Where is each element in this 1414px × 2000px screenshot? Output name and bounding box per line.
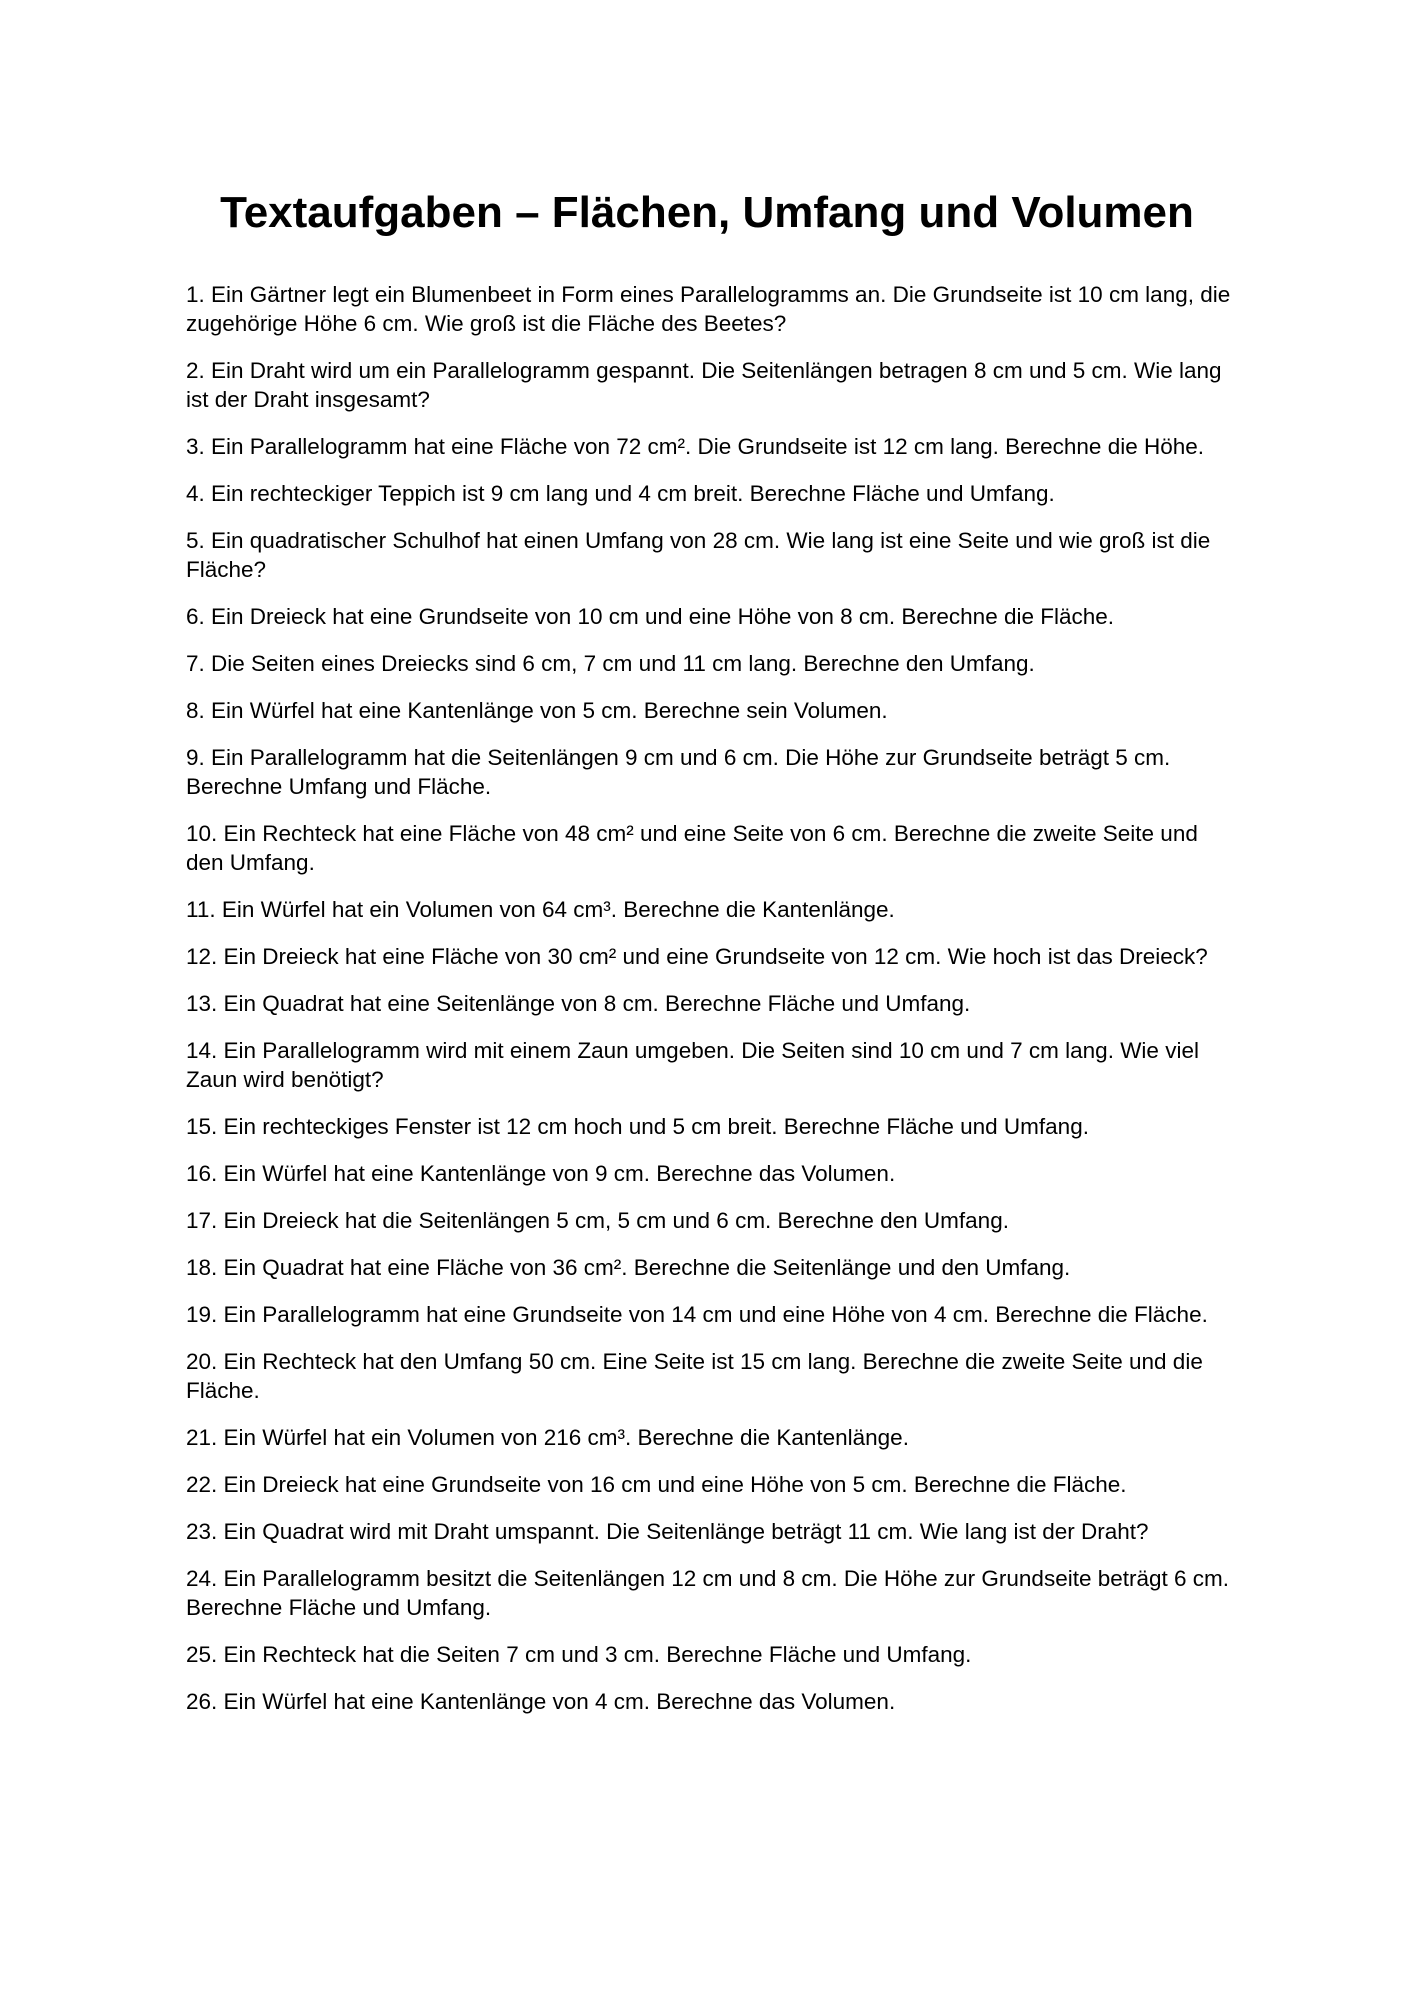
task-item: 7. Die Seiten eines Dreiecks sind 6 cm, 7 cm und 11 cm lang. Berechne den Umfang. [186, 651, 1035, 676]
task-item: 4. Ein rechteckiger Teppich ist 9 cm lang und 4 cm breit. Berechne Fläche und Umfang. [186, 481, 1055, 506]
task-item: 18. Ein Quadrat hat eine Fläche von 36 cm². Berechne die Seitenlänge und den Umfang. [186, 1255, 1071, 1280]
task-list [186, 280, 1236, 1734]
task-item: 2. Ein Draht wird um ein Parallelogramm gespannt. Die Seitenlängen betragen 8 cm und 5 cm. Wie lang ist der Draht insgesamt? [186, 358, 1222, 412]
task-item: 22. Ein Dreieck hat eine Grundseite von 16 cm und eine Höhe von 5 cm. Berechne die Fläche. [186, 1472, 1127, 1497]
task-item: 21. Ein Würfel hat ein Volumen von 216 cm³. Berechne die Kantenlänge. [186, 1425, 909, 1450]
task-item: 17. Ein Dreieck hat die Seitenlängen 5 cm, 5 cm und 6 cm. Berechne den Umfang. [186, 1208, 1009, 1233]
task-item: 11. Ein Würfel hat ein Volumen von 64 cm³. Berechne die Kantenlänge. [186, 897, 895, 922]
task-item: 12. Ein Dreieck hat eine Fläche von 30 cm² und eine Grundseite von 12 cm. Wie hoch ist das Dreieck? [186, 944, 1208, 969]
task-item: 19. Ein Parallelogramm hat eine Grundseite von 14 cm und eine Höhe von 4 cm. Berechne die Fläche. [186, 1302, 1208, 1327]
task-item: 26. Ein Würfel hat eine Kantenlänge von 4 cm. Berechne das Volumen. [186, 1689, 896, 1714]
task-item: 1. Ein Gärtner legt ein Blumenbeet in Form eines Parallelogramms an. Die Grundseite ist 10 cm lang, die zugehörige Höhe 6 cm. Wie groß ist die Fläche des Beetes? [186, 282, 1231, 336]
task-item: 5. Ein quadratischer Schulhof hat einen Umfang von 28 cm. Wie lang ist eine Seite und wie groß ist die Fläche? [186, 528, 1211, 582]
task-item: 23. Ein Quadrat wird mit Draht umspannt. Die Seitenlänge beträgt 11 cm. Wie lang ist der Draht? [186, 1519, 1149, 1544]
task-item: 9. Ein Parallelogramm hat die Seitenlängen 9 cm und 6 cm. Die Höhe zur Grundseite beträgt 5 cm. Berechne Umfang und Fläche. [186, 745, 1171, 799]
task-item: 24. Ein Parallelogramm besitzt die Seitenlängen 12 cm und 8 cm. Die Höhe zur Grundseite beträgt 6 cm. Berechne Fläche und Umfang. [186, 1566, 1230, 1620]
task-item: 14. Ein Parallelogramm wird mit einem Zaun umgeben. Die Seiten sind 10 cm und 7 cm lang. Wie viel Zaun wird benötigt? [186, 1038, 1199, 1092]
task-item: 3. Ein Parallelogramm hat eine Fläche von 72 cm². Die Grundseite ist 12 cm lang. Berechne die Höhe. [186, 434, 1205, 459]
page-title: Textaufgaben – Flächen, Umfang und Volumen [220, 188, 1194, 237]
task-item: 15. Ein rechteckiges Fenster ist 12 cm hoch und 5 cm breit. Berechne Fläche und Umfang. [186, 1114, 1089, 1139]
task-item: 8. Ein Würfel hat eine Kantenlänge von 5 cm. Berechne sein Volumen. [186, 698, 888, 723]
task-item: 16. Ein Würfel hat eine Kantenlänge von 9 cm. Berechne das Volumen. [186, 1161, 896, 1186]
task-item: 6. Ein Dreieck hat eine Grundseite von 10 cm und eine Höhe von 8 cm. Berechne die Fläche. [186, 604, 1115, 629]
task-item: 20. Ein Rechteck hat den Umfang 50 cm. Eine Seite ist 15 cm lang. Berechne die zweite Seite und die Fläche. [186, 1349, 1203, 1403]
task-item: 13. Ein Quadrat hat eine Seitenlänge von 8 cm. Berechne Fläche und Umfang. [186, 991, 971, 1016]
task-item: 25. Ein Rechteck hat die Seiten 7 cm und 3 cm. Berechne Fläche und Umfang. [186, 1642, 972, 1667]
task-item: 10. Ein Rechteck hat eine Fläche von 48 cm² und eine Seite von 6 cm. Berechne die zweite Seite und den Umfang. [186, 821, 1198, 875]
